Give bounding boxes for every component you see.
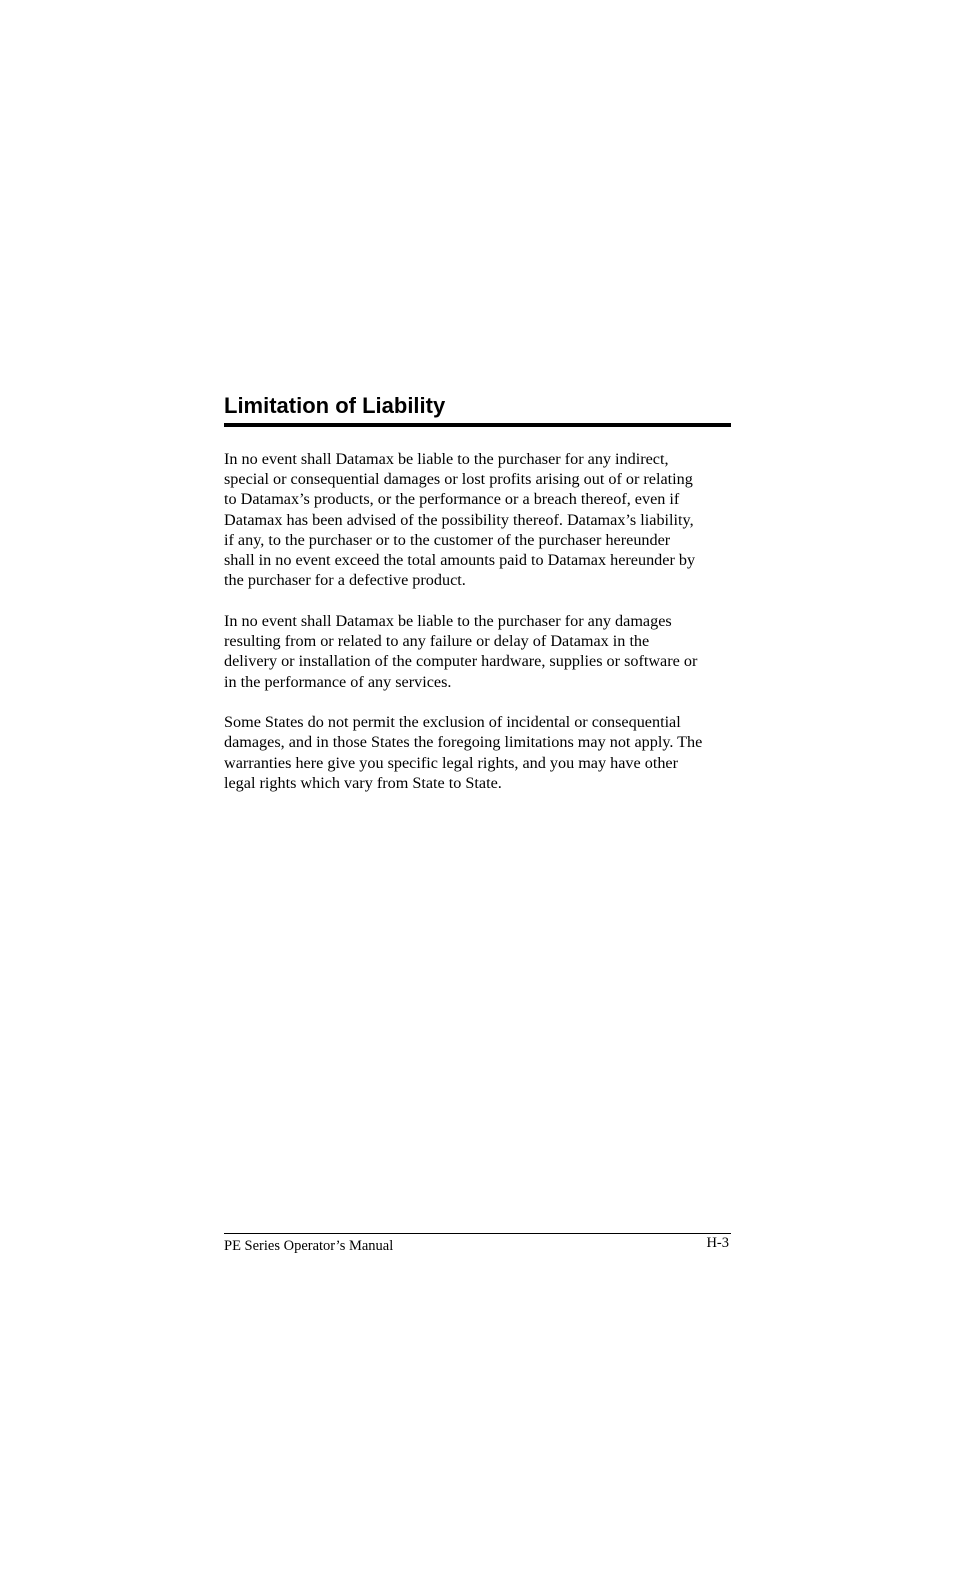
paragraph-line: resulting from or related to any failure or delay of Datamax in the	[224, 632, 650, 651]
footer-manual-title: PE Series Operator’s Manual	[224, 1238, 394, 1254]
paragraph-line: if any, to the purchaser or to the customer of the purchaser hereunder	[224, 530, 671, 549]
page-content	[224, 392, 731, 793]
section-title: Limitation of Liability	[224, 392, 731, 427]
paragraph-line: Some States do not permit the exclusion of incidental or consequential	[224, 713, 681, 732]
page-footer	[224, 1233, 731, 1254]
paragraph-line: In no event shall Datamax be liable to the purchaser for any damages	[224, 611, 672, 630]
paragraph-line: shall in no event exceed the total amounts paid to Datamax hereunder by	[224, 551, 696, 570]
paragraph-line: warranties here give you specific legal rights, and you may have other	[224, 753, 678, 772]
paragraph-line: special or consequential damages or lost profits arising out of or relating	[224, 470, 693, 489]
paragraph-line: in the performance of any services.	[224, 672, 452, 691]
paragraph-line: delivery or installation of the computer hardware, supplies or software or	[224, 652, 698, 671]
paragraph-states	[224, 712, 731, 793]
paragraph-liability	[224, 449, 731, 590]
paragraph-line: legal rights which vary from State to State.	[224, 773, 502, 792]
paragraph-line: Datamax has been advised of the possibility thereof. Datamax’s liability,	[224, 510, 694, 529]
paragraph-line: In no event shall Datamax be liable to the purchaser for any indirect,	[224, 450, 669, 468]
paragraph-line: to Datamax’s products, or the performance or a breach thereof, even if	[224, 490, 680, 509]
paragraph-damages	[224, 611, 731, 692]
footer-page-number: H-3	[706, 1235, 729, 1251]
paragraph-line: damages, and in those States the foregoing limitations may not apply. The	[224, 733, 703, 752]
paragraph-line: the purchaser for a defective product.	[224, 571, 466, 590]
